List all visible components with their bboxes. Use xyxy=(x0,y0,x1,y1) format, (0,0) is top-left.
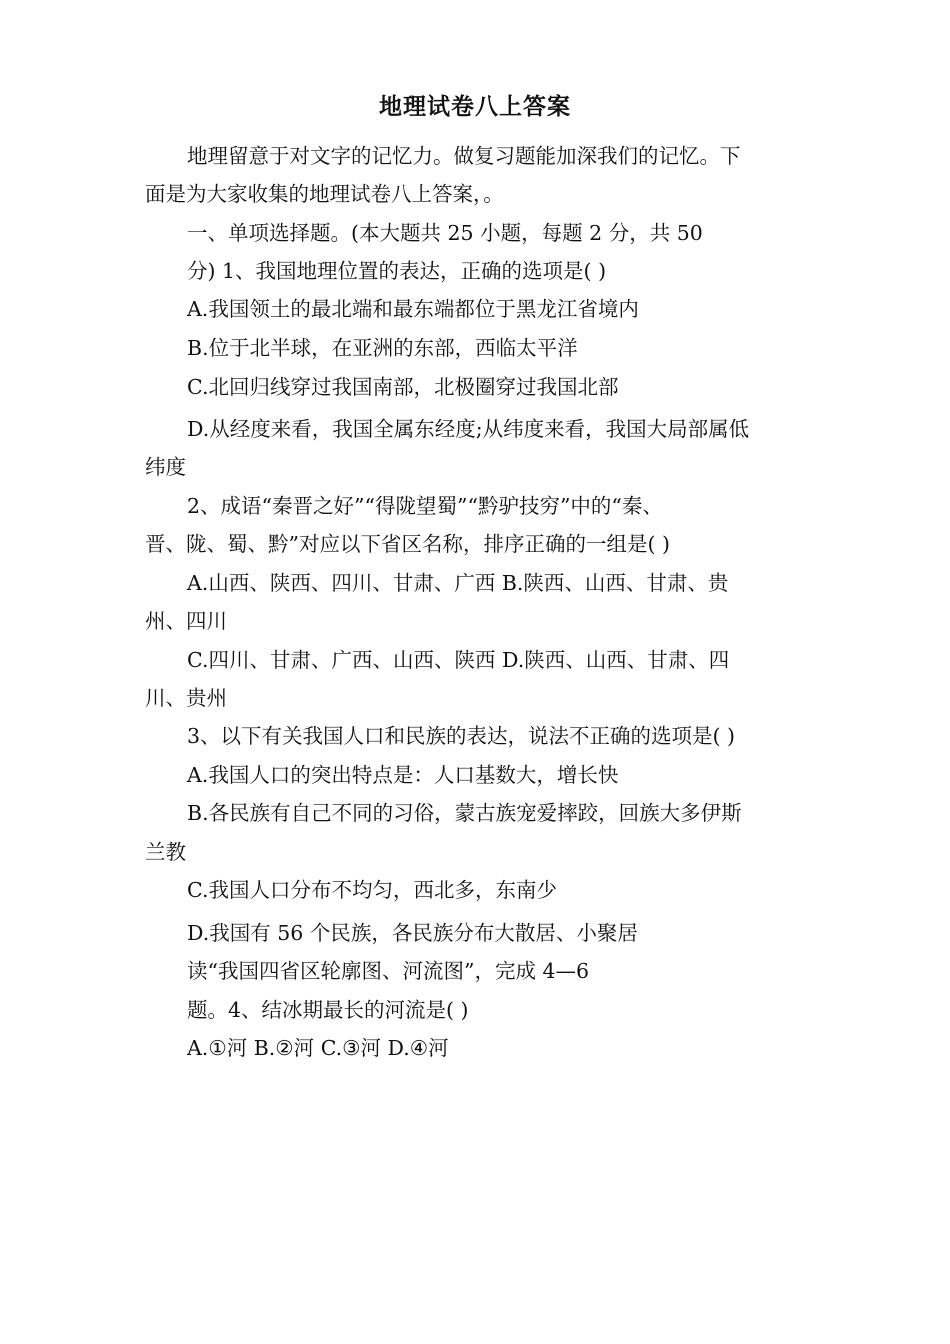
question-3-option-b-cont: 兰教 xyxy=(145,840,186,864)
question-4-stem: 题。4、结冰期最长的河流是( ) xyxy=(187,998,469,1022)
question-4-options: A.①河 B.②河 C.③河 D.④河 xyxy=(187,1036,449,1060)
question-2-options-cd-cont: 川、贵州 xyxy=(145,686,227,710)
question-2-options-cd: C.四川、甘肃、广西、山西、陕西 D.陕西、山西、甘肃、四 xyxy=(187,648,730,672)
question-1-option-d: D.从经度来看，我国全属东经度;从纬度来看，我国大局部属低 xyxy=(187,417,750,441)
intro-line-2: 面是为大家收集的地理试卷八上答案，。 xyxy=(145,182,504,206)
question-3-option-c: C.我国人口分布不均匀，西北多，东南少 xyxy=(187,878,557,902)
question-1-option-a: A.我国领土的最北端和最东端都位于黑龙江省境内 xyxy=(187,297,639,321)
intro-line-1: 地理留意于对文字的记忆力。做复习题能加深我们的记忆。下 xyxy=(187,144,741,168)
question-2-stem-cont: 晋、陇、蜀、黔”对应以下省区名称，排序正确的一组是( ) xyxy=(145,532,670,556)
question-3-option-b: B.各民族有自己不同的习俗，蒙古族宠爱摔跤，回族大多伊斯 xyxy=(187,801,742,825)
question-3-stem: 3、以下有关我国人口和民族的表达，说法不正确的选项是( ) xyxy=(187,724,736,748)
question-3-option-a: A.我国人口的突出特点是：人口基数大，增长快 xyxy=(187,763,619,787)
question-2-options-ab: A.山西、陕西、四川、甘肃、广西 B.陕西、山西、甘肃、贵 xyxy=(187,571,729,595)
document-title: 地理试卷八上答案 xyxy=(379,93,571,120)
reading-instruction: 读“我国四省区轮廓图、河流图”，完成 4—6 xyxy=(187,959,590,983)
question-2-options-ab-cont: 州、四川 xyxy=(145,609,227,633)
question-1-option-b: B.位于北半球，在亚洲的东部，西临太平洋 xyxy=(187,336,578,360)
section-heading-line-1: 一、单项选择题。(本大题共 25 小题，每题 2 分，共 50 xyxy=(187,221,703,245)
question-3-option-d: D.我国有 56 个民族，各民族分布大散居、小聚居 xyxy=(187,921,638,945)
question-2-stem: 2、成语“秦晋之好”“得陇望蜀”“黔驴技穷”中的“秦、 xyxy=(187,494,663,518)
question-1-option-d-cont: 纬度 xyxy=(145,455,186,479)
question-1-stem: 分) 1、我国地理位置的表达，正确的选项是( ) xyxy=(187,259,607,283)
question-1-option-c: C.北回归线穿过我国南部，北极圈穿过我国北部 xyxy=(187,375,619,399)
